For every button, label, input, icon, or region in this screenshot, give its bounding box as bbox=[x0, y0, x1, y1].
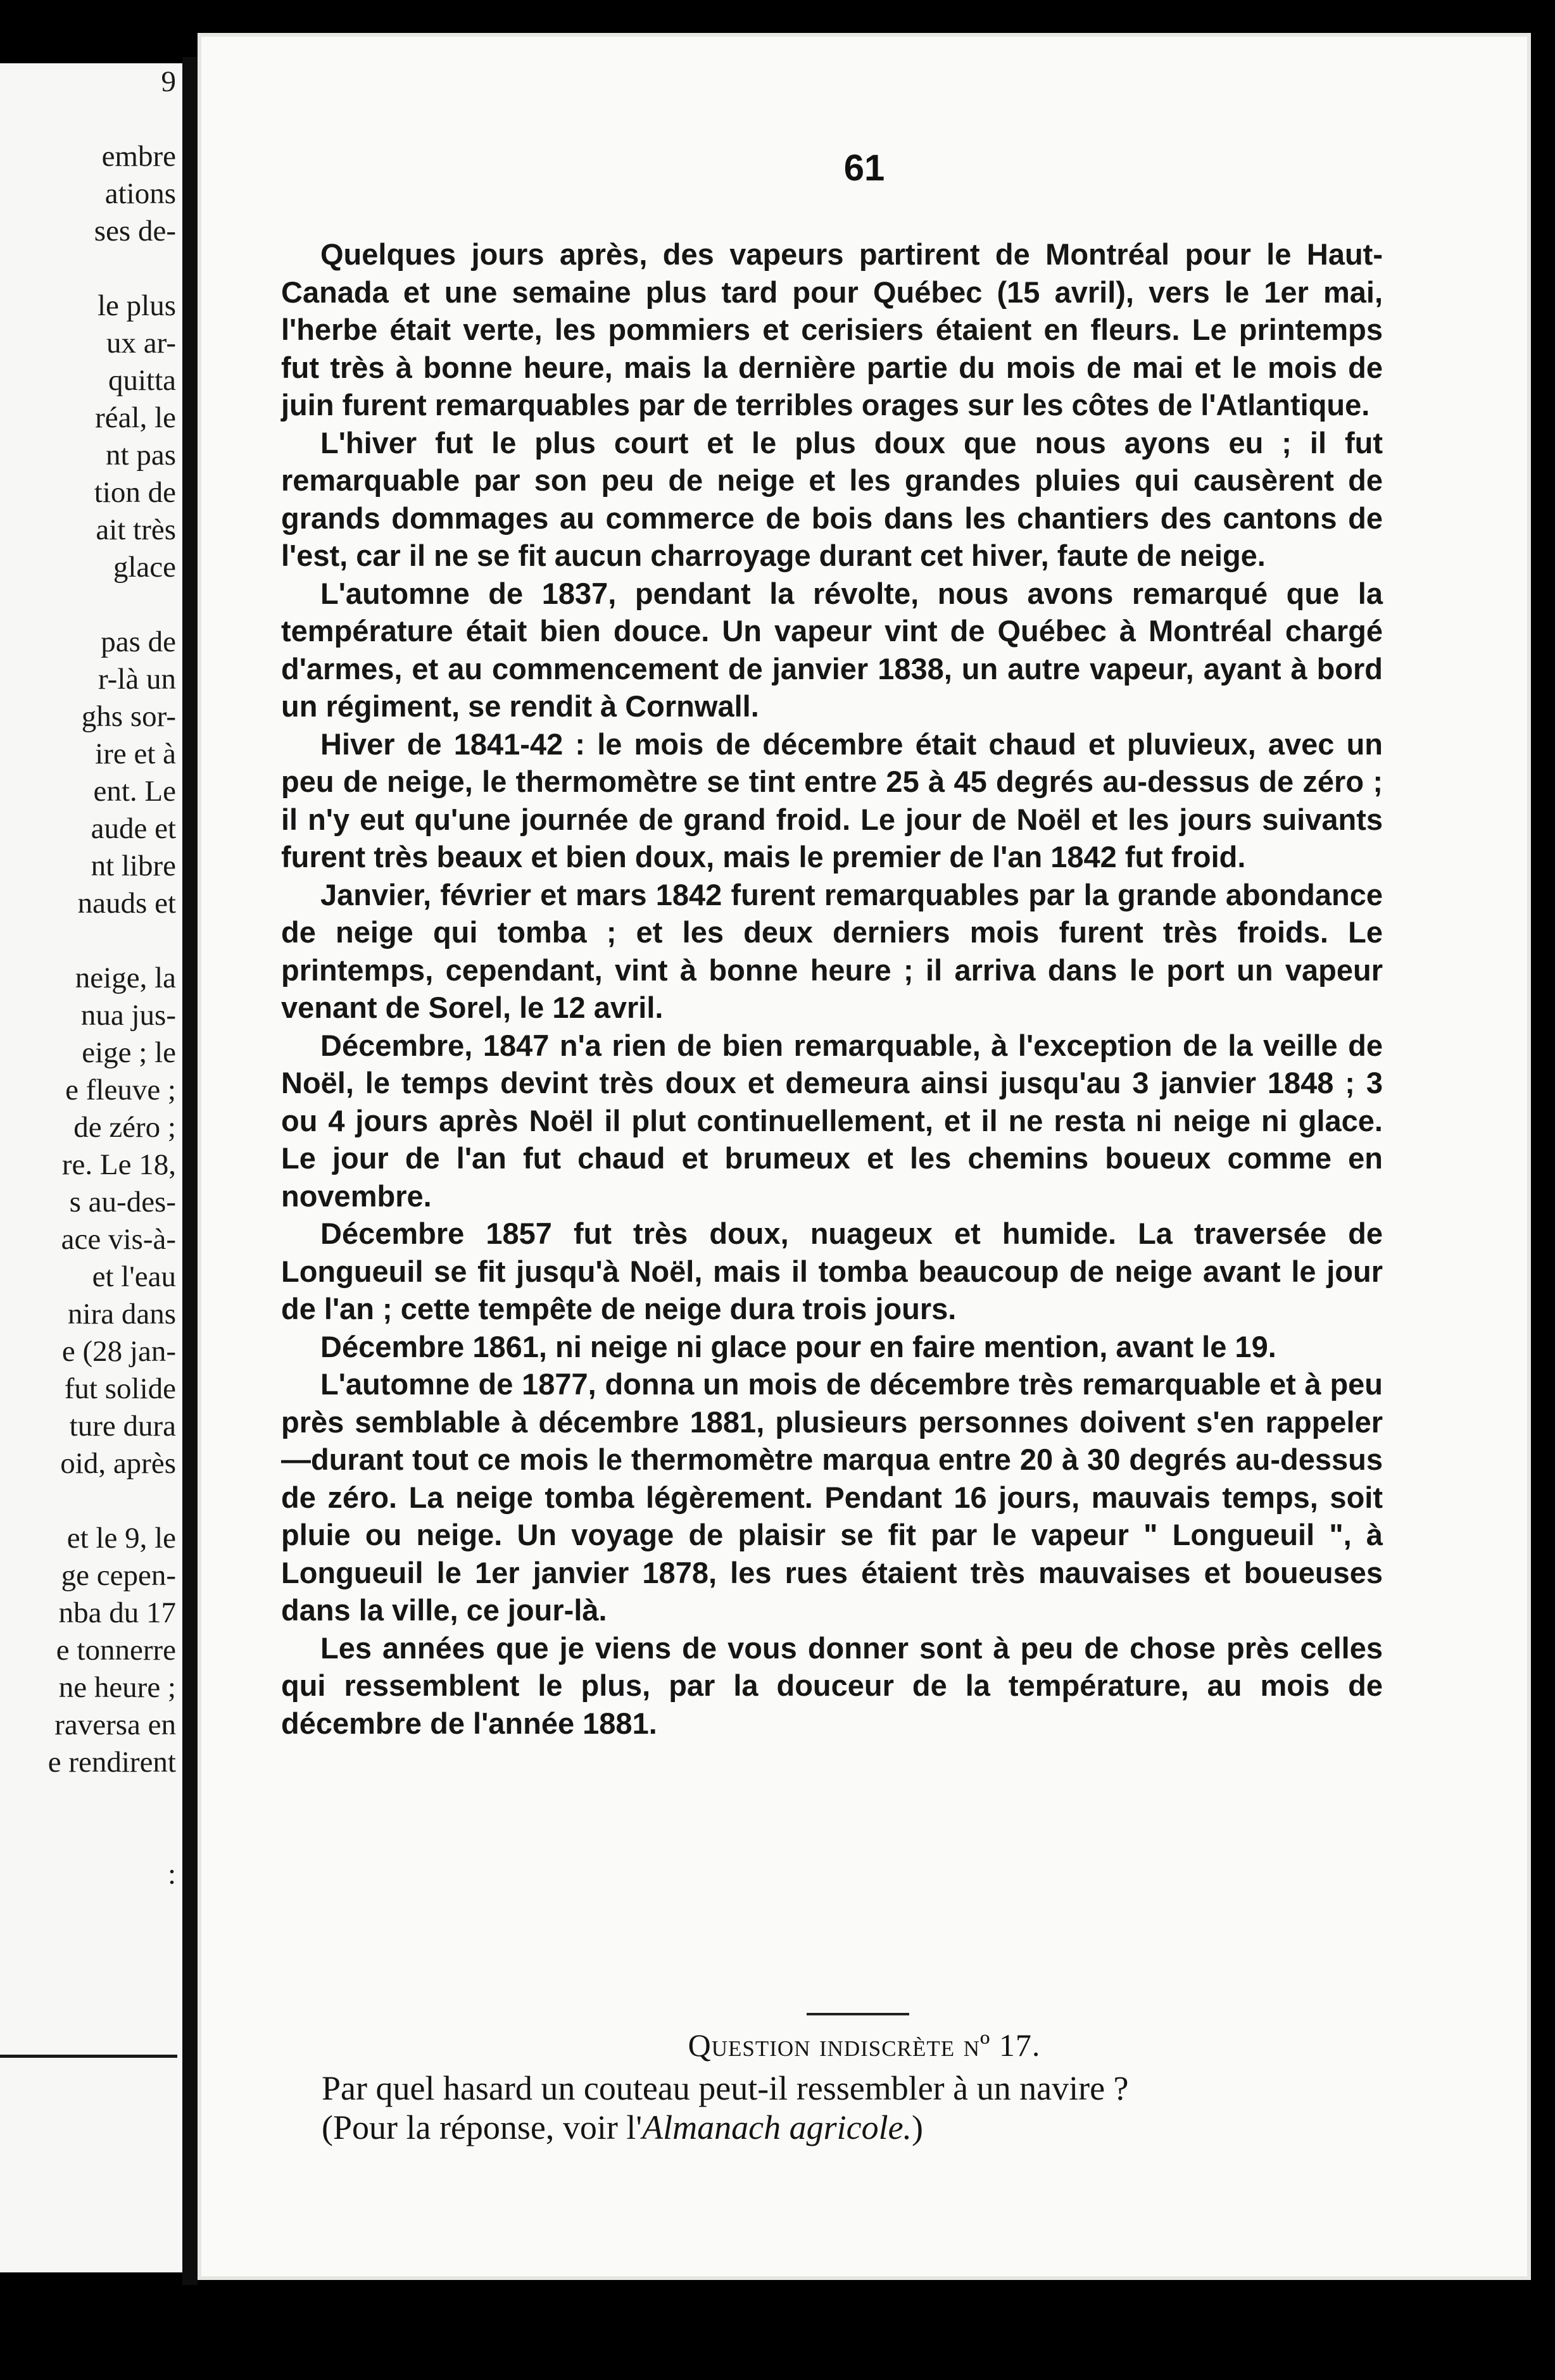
left-fragment: neige, la bbox=[75, 961, 176, 994]
left-fragment: et l'eau bbox=[92, 1260, 176, 1293]
previous-page bbox=[0, 63, 182, 2272]
book-gutter bbox=[182, 57, 198, 2285]
left-fragment: r-là un bbox=[98, 663, 176, 696]
left-fragment bbox=[0, 586, 176, 623]
left-fragment: ations bbox=[104, 177, 176, 210]
left-fragment: ghs sor- bbox=[81, 700, 176, 733]
paragraph: Quelques jours après, des vapeurs partirent de Montréal pour le Haut-Canada et une semaine plus tard pour Québec (15 avril), vers le 1er mai, l'herbe était verte, les pommiers et cerisiers étaient en fleurs. Le printemps fut très à bonne heure, mais la dernière partie du mois de mai et le mois de juin furent remarquables par de terribles orages sur les côtes de l'Atlantique. bbox=[281, 237, 1383, 422]
left-fragment: nua jus- bbox=[80, 999, 176, 1032]
left-fragment: e fleuve ; bbox=[65, 1074, 176, 1106]
paragraph: L'hiver fut le plus court et le plus doux que nous ayons eu ; il fut remarquable par son peu de neige et les grandes pluies qui causèrent de grands dommages au commerce de bois dans les chantiers des cantons de l'est, car il ne se fit aucun charroyage durant cet hiver, faute de neige. bbox=[281, 425, 1383, 572]
paragraph: Décembre 1857 fut très doux, nuageux et humide. La traversée de Longueuil se fit jusqu'à Noël, mais il tomba beaucoup de neige avant le jour de l'an ; cette tempête de neige dura trois jours. bbox=[281, 1217, 1383, 1325]
left-fragment: raversa en bbox=[54, 1708, 176, 1741]
left-fragment: ne heure ; bbox=[58, 1671, 176, 1704]
left-fragment: et le 9, le bbox=[66, 1522, 176, 1555]
left-fragment: quitta bbox=[108, 364, 176, 397]
left-fragment: glace bbox=[113, 551, 176, 584]
body-text bbox=[281, 235, 1383, 1742]
left-fragment: ait très bbox=[96, 513, 176, 546]
paragraph: L'automne de 1837, pendant la révolte, nous avons remarqué que la température était bien douce. Un vapeur vint de Québec à Montréal chargé d'armes, et au commencement de janvier 1838, un autre vapeur, ayant à bord un régiment, se rendit à Cornwall. bbox=[281, 576, 1383, 723]
left-fragment: embre bbox=[101, 140, 176, 173]
left-fragment bbox=[0, 101, 176, 138]
left-fragment: ire et à bbox=[95, 737, 176, 770]
left-fragment: : bbox=[167, 1858, 176, 1891]
left-fragment: nba du 17 bbox=[58, 1596, 176, 1629]
question-line: Par quel hasard un couteau peut-il ressembler à un navire ? bbox=[322, 2069, 1129, 2107]
left-fragment: nira dans bbox=[68, 1298, 176, 1331]
left-fragment: ture dura bbox=[69, 1410, 176, 1443]
paragraph: Hiver de 1841-42 : le mois de décembre était chaud et pluvieux, avec un peu de neige, le thermomètre se tint entre 25 à 45 degrés au-dessus de zéro ; il n'y eut qu'une journée de grand froid. Le jour de Noël et les jours suivants furent très beaux et bien doux, mais le premier de l'an 1842 fut froid. bbox=[281, 727, 1383, 874]
left-fragment: nt libre bbox=[91, 849, 176, 882]
left-fragment: aude et bbox=[91, 812, 176, 845]
left-fragment: de zéro ; bbox=[73, 1111, 176, 1144]
left-fragment: ux ar- bbox=[106, 327, 176, 360]
question-block bbox=[322, 2069, 1398, 2147]
page bbox=[198, 33, 1531, 2280]
previous-page-text bbox=[0, 63, 176, 1893]
section-divider bbox=[807, 2013, 909, 2015]
paragraph: Janvier, février et mars 1842 furent remarquables par la grande abondance de neige qui tomba ; et les deux derniers mois furent très froids. Le printemps, cependant, vint à bonne heure ; il arriva dans le port un vapeur venant de Sorel, le 12 avril. bbox=[281, 877, 1383, 1024]
left-fragment bbox=[0, 1482, 176, 1520]
left-fragment: 9 bbox=[161, 65, 176, 98]
left-fragment bbox=[0, 1819, 176, 1856]
left-fragment: le plus bbox=[97, 289, 176, 322]
previous-page-divider bbox=[0, 2055, 177, 2058]
left-fragment: re. Le 18, bbox=[61, 1148, 176, 1181]
left-fragment: fut solide bbox=[64, 1372, 176, 1405]
left-fragment: e rendirent bbox=[47, 1746, 176, 1779]
left-fragment: tion de bbox=[94, 476, 176, 509]
answer-reference-suffix: ) bbox=[912, 2108, 924, 2146]
left-fragment: e (28 jan- bbox=[61, 1335, 176, 1368]
left-fragment: ent. Le bbox=[93, 775, 176, 808]
left-fragment bbox=[0, 1781, 176, 1819]
paragraph: Décembre 1861, ni neige ni glace pour en faire mention, avant le 19. bbox=[320, 1329, 1276, 1363]
left-fragment: nauds et bbox=[77, 887, 176, 920]
left-fragment bbox=[0, 922, 176, 960]
left-fragment bbox=[0, 250, 176, 287]
paragraph: Les années que je viens de vous donner sont à peu de chose près celles qui ressemblent le plus, par la douceur de la température, au mois de décembre de l'année 1881. bbox=[281, 1631, 1383, 1740]
left-fragment: e tonnerre bbox=[56, 1634, 176, 1667]
left-fragment: réal, le bbox=[95, 401, 176, 434]
left-fragment: pas de bbox=[101, 625, 176, 658]
left-fragment: s au-des- bbox=[69, 1186, 176, 1218]
answer-reference bbox=[322, 2108, 1398, 2147]
left-fragment: eige ; le bbox=[82, 1036, 176, 1069]
left-fragment: oid, après bbox=[60, 1447, 176, 1480]
almanac-title: Almanach agricole. bbox=[642, 2108, 912, 2146]
question-heading: Question indiscrète nº 17. bbox=[688, 2027, 1041, 2063]
paragraph: Décembre, 1847 n'a rien de bien remarquable, à l'exception de la veille de Noël, le temps devint très doux et demeura ainsi jusqu'au 3 janvier 1848 ; 3 ou 4 jours après Noël il plut continuellement, et il ne resta ni neige ni glace. Le jour de l'an fut chaud et brumeux et les chemins boueux comme en novembre. bbox=[281, 1028, 1383, 1213]
left-fragment: ses de- bbox=[94, 215, 176, 247]
left-fragment: ge cepen- bbox=[61, 1559, 176, 1592]
page-number: 61 bbox=[843, 147, 885, 189]
left-fragment: nt pas bbox=[106, 439, 176, 472]
left-fragment: ace vis-à- bbox=[61, 1223, 176, 1256]
paragraph: L'automne de 1877, donna un mois de décembre très remarquable et à peu près semblable à décembre 1881, plusieurs personnes doivent s'en rappeler—durant tout ce mois le thermomètre marqua entre 20 à 30 degrés au-dessus de zéro. La neige tomba légèrement. Pendant 16 jours, mauvais temps, soit pluie ou neige. Un voyage de plaisir se fit par le vapeur " Longueuil ", à Longueuil le 1er janvier 1878, les rues étaient très mauvaises et boueuses dans la ville, ce jour-là. bbox=[281, 1367, 1383, 1627]
answer-reference-prefix: (Pour la réponse, voir l' bbox=[322, 2108, 643, 2146]
